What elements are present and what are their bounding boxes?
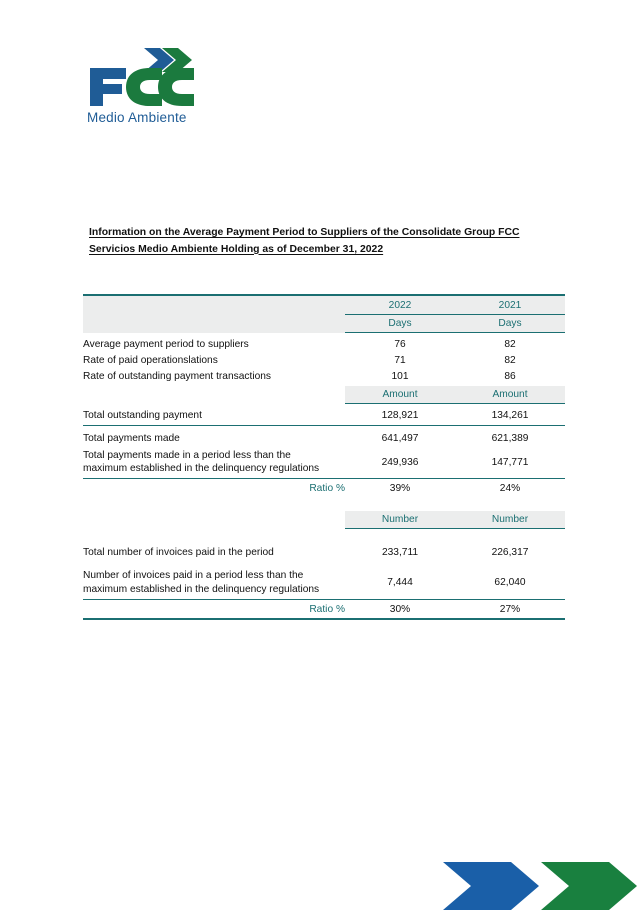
- ratio-value-2022: 39%: [345, 479, 455, 498]
- header-spacer-cell-4: [83, 511, 345, 529]
- row-label: Total outstanding payment: [83, 403, 345, 426]
- header-unit-amount-2022: Amount: [345, 386, 455, 404]
- ratio-value-2022: 30%: [345, 599, 455, 619]
- row-label: Average payment period to suppliers: [83, 338, 249, 350]
- header-unit-number-2021: Number: [455, 511, 565, 529]
- row-label: [83, 565, 345, 599]
- page-title: [89, 225, 559, 258]
- row-label-line1: Total payments made in a period less than the: [83, 450, 291, 461]
- page-title-line2: Servicios Medio Ambiente Holding as of December 31, 2022: [89, 243, 384, 255]
- row-value-2022: 641,497: [381, 433, 419, 444]
- row-label-line1: Number of invoices paid in a period less than the: [83, 570, 304, 582]
- gap-cell: [345, 497, 455, 511]
- table-row-ratio: [83, 599, 565, 619]
- table-spacer-row: [83, 529, 565, 541]
- header-unit-number-2022: Number: [345, 511, 455, 529]
- row-label-line2: maximum established in the delinquency regulations: [83, 583, 320, 595]
- row-value-2022: 7,444: [387, 577, 413, 589]
- chevron-blue-icon: [443, 862, 539, 910]
- header-spacer-cell: [83, 295, 345, 315]
- table-row-ratio: [83, 479, 565, 498]
- ratio-value-2021: 24%: [455, 479, 565, 498]
- row-value-2021: 82: [504, 338, 516, 350]
- row-label: Rate of paid operationslations: [83, 354, 218, 366]
- table-header-days: [83, 315, 565, 333]
- row-value-2022: 249,936: [381, 456, 419, 468]
- spacer-cell: [83, 529, 345, 541]
- gap-cell: [455, 497, 565, 511]
- fcc-logo: [86, 46, 216, 132]
- row-value-2022: 71: [394, 354, 406, 366]
- row-value-2021: 82: [504, 354, 516, 366]
- header-unit-days-2021: Days: [455, 315, 565, 333]
- table-row: [83, 403, 565, 426]
- row-value-2021: 86: [504, 370, 516, 382]
- row-label-line2: maximum established in the delinquency regulations: [83, 463, 320, 475]
- spacer-cell: [455, 529, 565, 541]
- row-value-2022: 101: [391, 370, 409, 382]
- table-row: [83, 333, 565, 351]
- table-header-number: [83, 511, 565, 529]
- table-row: [83, 449, 565, 479]
- payment-period-table: [83, 294, 565, 620]
- spacer-cell: [345, 529, 455, 541]
- row-label: [83, 449, 345, 479]
- table-gap-row: [83, 497, 565, 511]
- row-label: Total payments made: [83, 433, 180, 444]
- footer-chevron-graphic: [437, 860, 643, 912]
- row-value-2021: 621,389: [491, 433, 529, 444]
- ratio-label: Ratio %: [83, 479, 345, 498]
- chevron-green-icon: [541, 862, 637, 910]
- gap-cell: [83, 497, 345, 511]
- table-header-amount: [83, 386, 565, 404]
- table-row: [83, 565, 565, 599]
- row-label: Rate of outstanding payment transactions: [83, 370, 272, 382]
- table-row: [83, 367, 565, 386]
- table-row: [83, 426, 565, 450]
- table-row: [83, 540, 565, 565]
- header-spacer-cell-2: [83, 315, 345, 333]
- header-year-2021: 2021: [455, 295, 565, 315]
- header-unit-amount-2021: Amount: [455, 386, 565, 404]
- row-value-2022: 128,921: [345, 403, 455, 426]
- header-spacer-cell-3: [83, 386, 345, 404]
- logo-subtitle: Medio Ambiente: [87, 110, 187, 125]
- ratio-value-2021: 27%: [455, 599, 565, 619]
- row-value-2021: 147,771: [491, 456, 529, 468]
- ratio-label: Ratio %: [83, 599, 345, 619]
- row-value-2022: 233,711: [381, 547, 419, 559]
- table-header-years: [83, 295, 565, 315]
- row-value-2021: 62,040: [494, 577, 526, 589]
- row-label: Total number of invoices paid in the period: [83, 547, 274, 559]
- row-value-2022: 76: [394, 338, 406, 350]
- row-value-2021: 226,317: [491, 547, 529, 559]
- table-row: [83, 351, 565, 367]
- header-unit-days-2022: Days: [345, 315, 455, 333]
- fcc-logo-mark: [86, 46, 216, 108]
- page-title-line1: Information on the Average Payment Period to Suppliers of the Consolidate Group FCC: [89, 227, 520, 238]
- header-year-2022: 2022: [345, 295, 455, 315]
- row-value-2021: 134,261: [455, 403, 565, 426]
